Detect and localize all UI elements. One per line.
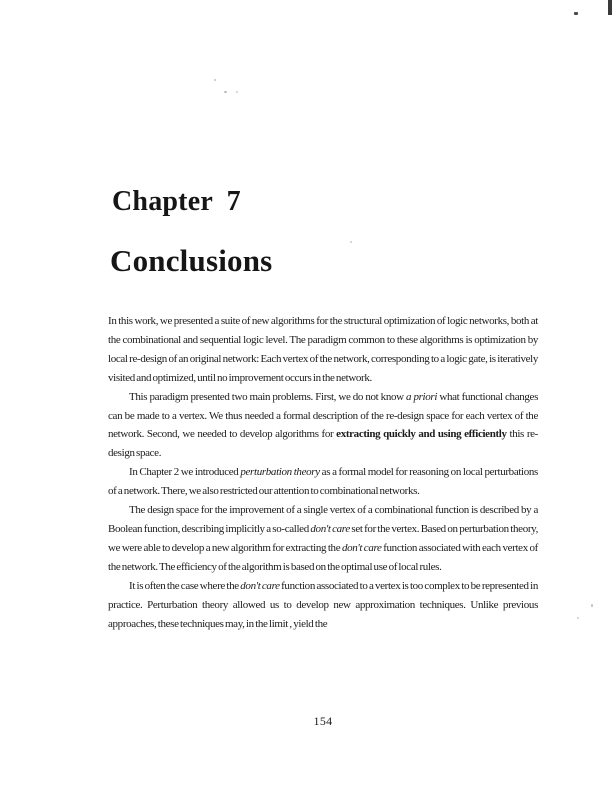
text-run: This paradigm presented two main problems. First, we do not know [129,390,407,403]
paragraph-4 [108,501,538,577]
chapter-title: Conclusions [110,243,273,278]
scan-artifact [214,79,216,81]
text-run: function associated to a vertex is too complex to be represented in practice. Perturbation theory allowed us to develop new approximation techniques. Unlike previous approaches, these techniques may, in the limit , yield the [108,579,538,630]
text-run-italic: perturbation theory [240,466,320,479]
body-text [108,312,538,633]
text-run: In this work, we presented a suite of new algorithms for the structural optimization of logic networks, both at the combinational and sequential logic level. The paradigm common to these algorithms is optimization by local re-design of an original network: Each vertex of the network, corresponding to a logic gate, is iteratively visited and optimized, until no improvement occurs in the network. [108,315,538,384]
scan-artifact [577,617,579,619]
paragraph-3 [108,463,538,501]
text-run-bold: extracting quickly and using efficiently [336,428,507,441]
page-number: 154 [313,714,333,728]
chapter-label: Chapter 7 [112,186,241,217]
scan-artifact [574,12,578,15]
text-run-italic: don't care [310,522,350,535]
text-run: The design space for the improvement of a single vertex of a combinational function is described by a Boolean function, describing implicitly a so-called [108,504,538,535]
paragraph-2 [108,388,538,464]
text-run: It is often the case where the [129,579,241,592]
scan-artifact [591,604,593,607]
text-run: function associated with each vertex of the network. The efficiency of the algorithm is based on the optimal use of local rules. [108,541,538,573]
scan-artifact [236,91,238,93]
text-run: what functional changes can be made to a vertex. We thus needed a formal description of the re-design space for each vertex of the network. Second, we needed to develop algorithms for [108,390,539,441]
paragraph-5 [108,577,538,634]
scan-edge-mark [608,0,612,15]
text-run: this re-design space. [108,428,538,460]
text-run: as a formal model for reasoning on local perturbations of a network. There, we also restricted our attention to combinational networks. [108,466,538,498]
scan-artifact [350,241,352,243]
text-run-italic: a priori [406,390,438,403]
paragraph-1 [108,312,538,388]
scan-artifact [224,91,227,93]
text-run-italic: don't care [240,579,280,592]
text-run-italic: don't care [341,541,382,554]
text-run: In Chapter 2 we introduced [129,466,241,479]
text-run: set for the vertex. Based on perturbation theory, we were able to develop a new algorithm for extracting the [108,522,538,554]
